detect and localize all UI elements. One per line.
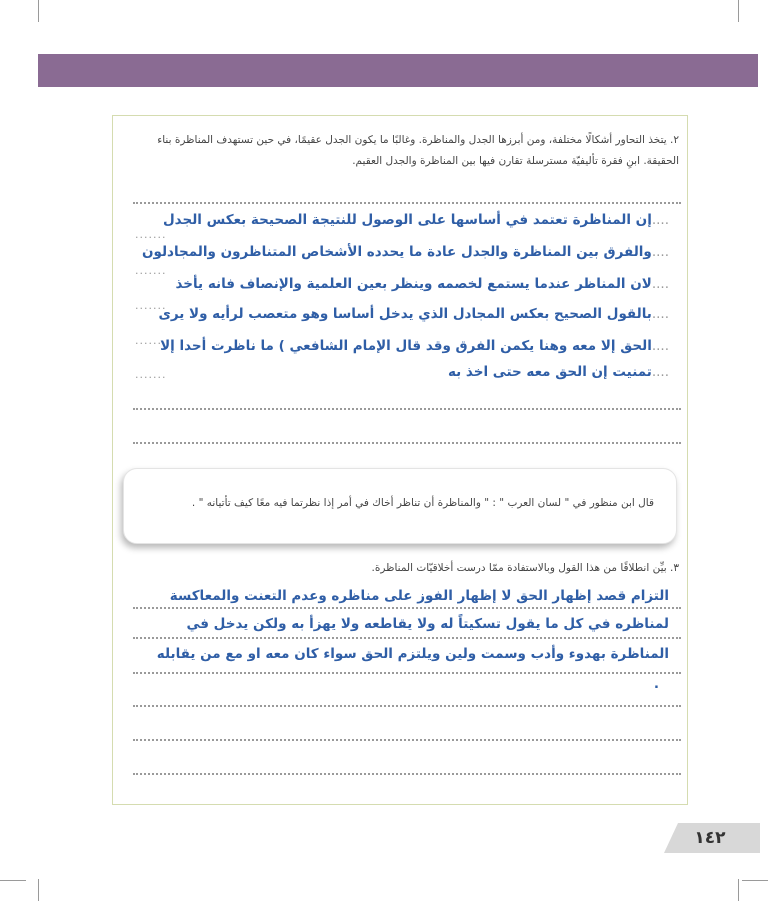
answer-line [133,202,681,204]
answer-3-line: . [653,676,659,692]
side-dots: ....... [135,368,167,381]
crop-mark [38,0,39,22]
side-dots: ....... [135,334,167,347]
answer-2-line: ....بالقول الصحيح بعكس المجادل الذي يدخل أساسا وهو متعصب لرأيه ولا يرى [158,306,669,322]
crop-mark [738,0,739,22]
answer-line [133,637,681,639]
answer-line [133,408,681,410]
answer-line [133,607,681,609]
side-dots: ....... [135,228,167,241]
crop-mark [742,880,768,881]
side-dots: ....... [135,299,167,312]
answer-2-line: ....والفرق بين المناظرة والجدل عادة ما يحدده الأشخاص المتناظرون والمجادلون [141,244,669,260]
header-band [38,54,758,87]
side-dots: ....... [135,264,167,277]
crop-mark [0,880,26,881]
answer-2-line: ....الحق إلا معه وهنا يكمن الفرق وقد قال الإمام الشافعي ) ما ناظرت أحدا إلا [160,338,669,354]
question-2-text: ٢. يتخذ التحاور أشكالًا مختلفة، ومن أبرزها الجدل والمناظرة. وغالبًا ما يكون الجدل عقيمًا، في حين تستهدف المناظرة بناء الحقيقة. ابنِ فقرة تأليفيّة مسترسلة تقارن فيها بين المناظرة والجدل العقيم. [157,134,679,167]
answer-3-line: المناظرة بهدوء وأدب وسمت ولين ويلتزم الحق سواء كان معه او مع من يقابله [156,646,669,662]
question-3-text: ٣. بيِّن انطلاقًا من هذا القول وبالاستفادة ممّا درست أخلاقيّات المناظرة. [371,562,679,574]
answer-line [133,739,681,741]
answer-line [133,672,681,674]
answer-line [133,442,681,444]
answer-line [133,773,681,775]
page-number: ١٤٢ [694,828,726,848]
answer-3-line: التزام قصد إظهار الحق لا إظهار الفوز على مناظره وعدم التعنت والمعاكسة [169,588,669,604]
answer-3-line: لمناظره في كل ما يقول تسكيتاً له ولا يقاطعه ولا يهزأ به ولكن يدخل في [186,616,669,632]
answer-2-line: ....تمنيت إن الحق معه حتى اخذ به [447,364,669,380]
answer-2-line: ....لان المناظر عندما يستمع لخصمه وينظر بعين العلمية والإنصاف فانه يأخذ [175,276,669,292]
crop-mark [38,879,39,901]
crop-mark [738,879,739,901]
answer-2-line: ....إن المناظرة تعتمد في أساسها على الوصول للنتيجة الصحيحة بعكس الجدل [162,212,669,228]
exercise-panel [112,115,688,805]
quote-text: قال ابن منظور في " لسان العرب " : " والمناظرة أن تناظر أخاك في أمر إذا نظرتما فيه معًا كيف تأتيانه " . [191,497,654,509]
quote-box [123,468,677,544]
answer-line [133,705,681,707]
